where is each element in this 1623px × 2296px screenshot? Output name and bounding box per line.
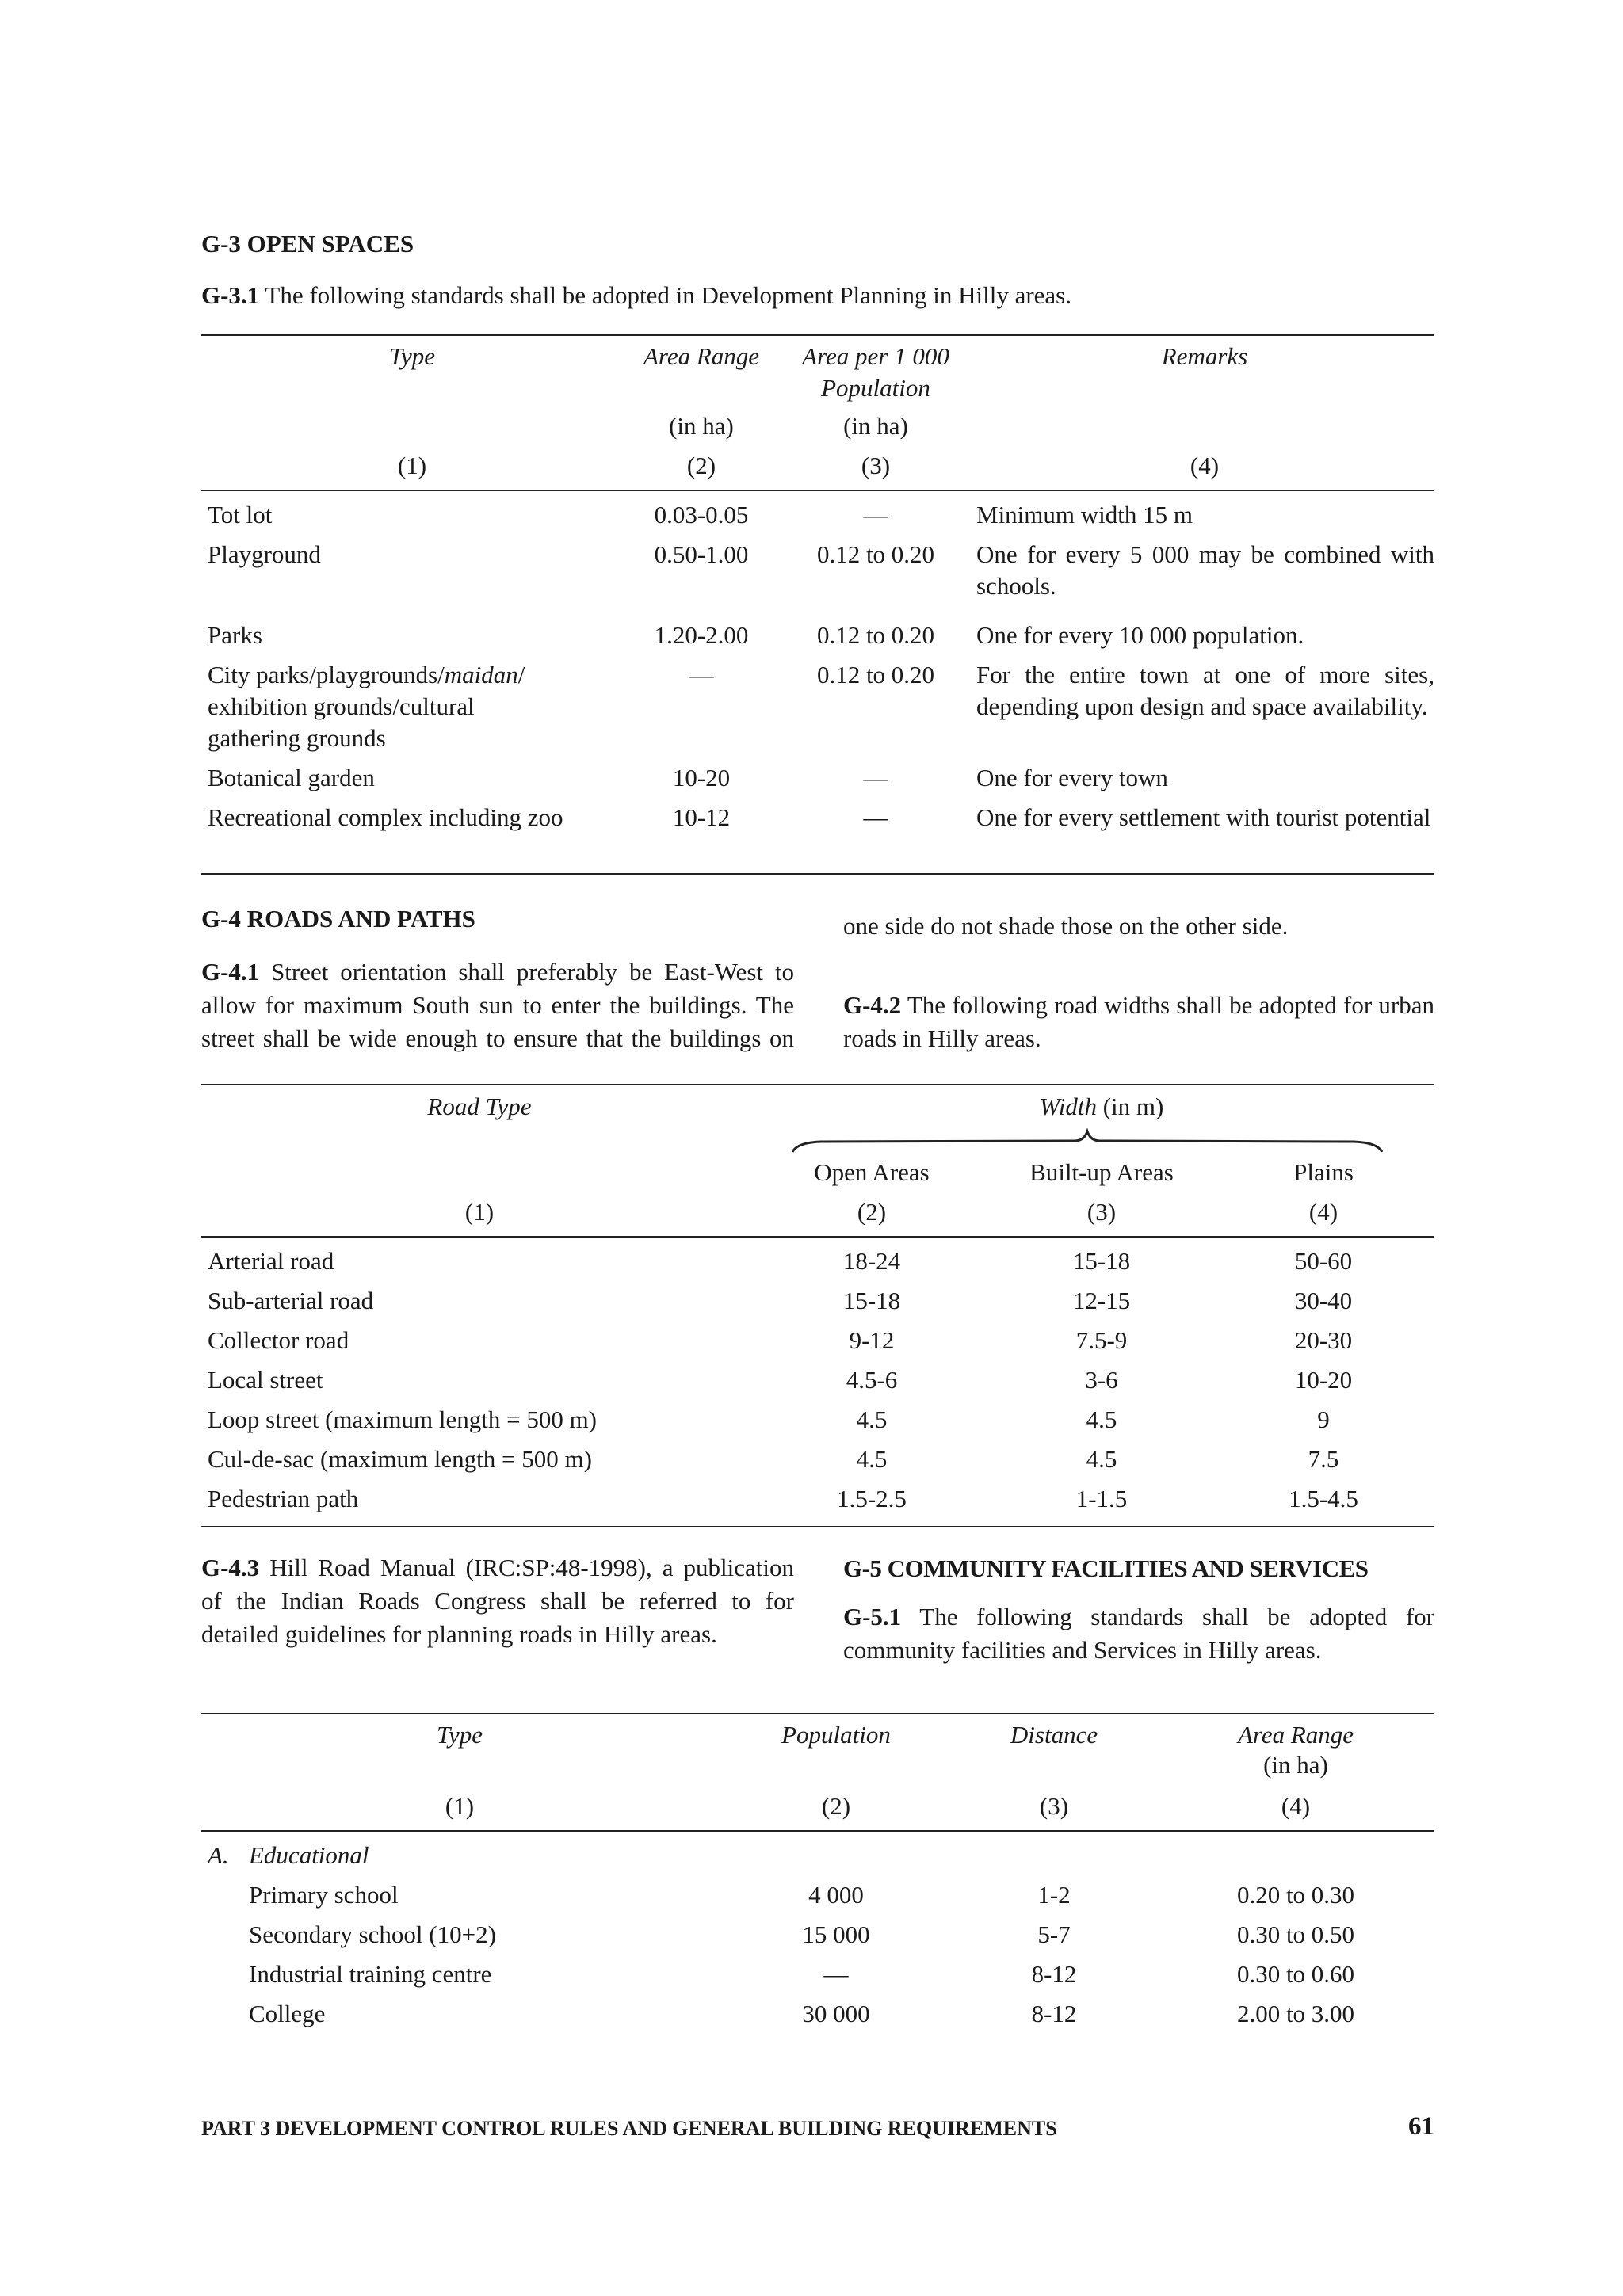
table-cell: 1-2 <box>1037 1881 1071 1909</box>
table-cell: 0.12 to 0.20 <box>816 661 935 688</box>
unit-label: (in ha) <box>843 412 908 440</box>
table-cell: 1-1.5 <box>1075 1485 1128 1512</box>
table-cell: 4.5 <box>1086 1405 1117 1433</box>
g4-heading: G-4 ROADS AND PATHS <box>201 905 475 933</box>
table-cell: 4.5-6 <box>846 1366 898 1394</box>
column-number: (2) <box>686 452 716 479</box>
col-header-distance: Distance <box>1010 1721 1098 1749</box>
table-cell: — <box>689 661 714 688</box>
table-cell: For the entire town at one of more sites, depending upon design and space availability. <box>976 661 1434 720</box>
table-cell: 1.20-2.00 <box>654 621 749 649</box>
table-cell: 9 <box>1317 1405 1330 1433</box>
page-footer-title: PART 3 DEVELOPMENT CONTROL RULES AND GENERAL BUILDING REQUIREMENTS <box>201 2117 1057 2140</box>
table-cell: Secondary school (10+2) <box>249 1920 496 1948</box>
g4-1-paragraph-part1: G-4.1 Street orientation shall preferably be East-West to allow for maximum South sun to enter the buildings. The street shall be wide enough to ensure that the buildings on <box>201 958 794 1052</box>
group-letter: A. <box>208 1841 229 1869</box>
table-rule <box>201 1713 1434 1714</box>
column-number: (1) <box>464 1198 495 1226</box>
table-cell: Pedestrian path <box>208 1485 359 1512</box>
table-cell: 4 000 <box>808 1881 864 1909</box>
table-cell: Playground <box>208 540 321 568</box>
table-rule <box>201 1526 1434 1527</box>
table-cell: — <box>863 764 888 791</box>
table-cell: 8-12 <box>1031 1960 1077 1988</box>
g4-2-paragraph: G-4.2 The following road widths shall be adopted for urban roads in Hilly areas. <box>843 991 1434 1052</box>
table-cell: 0.03-0.05 <box>654 501 749 528</box>
table-cell: Collector road <box>208 1326 349 1354</box>
table-cell: — <box>863 501 888 528</box>
table-cell: 0.50-1.00 <box>654 540 749 568</box>
col-header-area-per-1000: Area per 1 000 <box>802 342 949 370</box>
column-number: (4) <box>1281 1792 1311 1820</box>
unit-label: (in ha) <box>1263 1751 1328 1779</box>
table-cell: 7.5 <box>1308 1445 1339 1473</box>
g5-heading: G-5 COMMUNITY FACILITIES AND SERVICES <box>843 1554 1369 1582</box>
table-rule <box>201 873 1434 875</box>
table-cell: 10-20 <box>672 764 731 791</box>
table-cell: 7.5-9 <box>1075 1326 1128 1354</box>
table-cell: One for every settlement with tourist potential <box>976 803 1431 831</box>
table-cell: Arterial road <box>208 1247 334 1275</box>
table-cell: 3-6 <box>1085 1366 1118 1394</box>
table-cell: Botanical garden <box>208 764 375 791</box>
table-cell: 4.5 <box>1086 1445 1117 1473</box>
table-cell: 15-18 <box>1072 1247 1131 1275</box>
table-cell: Primary school <box>249 1881 399 1909</box>
table-cell: gathering grounds <box>208 724 386 752</box>
subheader-plains: Plains <box>1293 1158 1354 1186</box>
table-cell: Minimum width 15 m <box>976 501 1193 528</box>
table-rule <box>201 1236 1434 1238</box>
column-number: (3) <box>1039 1792 1069 1820</box>
table-cell: One for every town <box>976 764 1168 791</box>
table-cell: 15 000 <box>802 1920 870 1948</box>
table-cell: 9-12 <box>849 1326 895 1354</box>
table-cell: Recreational complex including zoo <box>208 803 563 831</box>
column-number: (2) <box>857 1198 887 1226</box>
col-header-road-type: Road Type <box>427 1093 532 1120</box>
table-cell: 50-60 <box>1294 1247 1353 1275</box>
g3-clause-text: The following standards shall be adopted in Development Planning in Hilly areas. <box>259 281 1071 309</box>
g5-1-paragraph: G-5.1 The following standards shall be adopted for community facilities and Services in Hilly areas. <box>843 1603 1434 1664</box>
table-cell: 0.12 to 0.20 <box>816 540 935 568</box>
table-cell: City parks/playgrounds/maidan/ <box>208 661 525 688</box>
column-number: (3) <box>861 452 891 479</box>
table-cell: 15-18 <box>842 1287 901 1314</box>
table-cell: College <box>249 2000 326 2027</box>
table-rule <box>201 334 1434 336</box>
table-cell: — <box>823 1960 849 1988</box>
col-header-type: Type <box>389 342 435 370</box>
table-cell: 18-24 <box>842 1247 901 1275</box>
group-name: Educational <box>249 1841 369 1869</box>
table-cell: 20-30 <box>1294 1326 1353 1354</box>
table-rule <box>201 490 1434 491</box>
table-cell: Loop street (maximum length = 500 m) <box>208 1405 598 1433</box>
table-cell: 5-7 <box>1037 1920 1071 1948</box>
table-cell: 0.20 to 0.30 <box>1236 1881 1355 1909</box>
table-cell: 1.5-2.5 <box>837 1485 907 1512</box>
table-cell: 12-15 <box>1072 1287 1131 1314</box>
col-header-population: Population <box>781 1721 891 1749</box>
column-number: (4) <box>1190 452 1220 479</box>
col-header-remarks: Remarks <box>1161 342 1248 370</box>
g4-3-paragraph: G-4.3 Hill Road Manual (IRC:SP:48-1998), a publication of the Indian Roads Congress shall be referred to for detailed guidelines for planning roads in Hilly areas. <box>201 1554 794 1648</box>
subheader-open-areas: Open Areas <box>814 1158 930 1186</box>
col-header-area-range: Area Range <box>1237 1721 1354 1749</box>
table-cell: 1.5-4.5 <box>1289 1485 1358 1512</box>
table-cell: One for every 5 000 may be combined with schools. <box>976 540 1434 600</box>
table-cell: exhibition grounds/cultural <box>208 692 475 720</box>
subheader-built-up-areas: Built-up Areas <box>1029 1158 1174 1186</box>
table-cell: Tot lot <box>208 501 273 528</box>
table-cell: — <box>863 803 888 831</box>
g4-1-paragraph-part2: one side do not shade those on the other side. <box>843 912 1289 940</box>
col-header-width: Width (in m) <box>1039 1093 1164 1120</box>
unit-label: (in ha) <box>669 412 734 440</box>
g3-clause-number: G-3.1 <box>201 281 260 309</box>
table-cell: 8-12 <box>1031 2000 1077 2027</box>
table-cell: 4.5 <box>856 1405 888 1433</box>
table-cell: 10-20 <box>1294 1366 1353 1394</box>
table-rule <box>201 1830 1434 1832</box>
table-cell: 10-12 <box>672 803 731 831</box>
g3-clause <box>201 279 1434 312</box>
table-cell: Sub-arterial road <box>208 1287 374 1314</box>
table-cell: Parks <box>208 621 262 649</box>
g3-heading: G-3 OPEN SPACES <box>201 230 414 257</box>
table-cell: One for every 10 000 population. <box>976 621 1304 649</box>
table-cell: Local street <box>208 1366 323 1394</box>
column-number: (2) <box>821 1792 851 1820</box>
table-cell: Industrial training centre <box>249 1960 492 1988</box>
table-rule <box>201 1084 1434 1085</box>
column-number: (1) <box>445 1792 475 1820</box>
table-cell: 30 000 <box>802 2000 870 2027</box>
table-cell: 30-40 <box>1294 1287 1353 1314</box>
table-cell: 0.30 to 0.50 <box>1236 1920 1355 1948</box>
col-header-area-range: Area Range <box>643 342 760 370</box>
table-cell: 0.12 to 0.20 <box>816 621 935 649</box>
page-number: 61 <box>1408 2112 1434 2141</box>
column-number: (4) <box>1308 1198 1338 1226</box>
column-number: (3) <box>1086 1198 1117 1226</box>
column-number: (1) <box>397 452 427 479</box>
table-cell: 4.5 <box>856 1445 888 1473</box>
table-cell: 2.00 to 3.00 <box>1236 2000 1355 2027</box>
table-cell: 0.30 to 0.60 <box>1236 1960 1355 1988</box>
col-header-type: Type <box>437 1721 483 1749</box>
width-brace <box>789 1128 1385 1157</box>
table-cell: Cul-de-sac (maximum length = 500 m) <box>208 1445 592 1473</box>
col-header-population: Population <box>821 374 930 402</box>
